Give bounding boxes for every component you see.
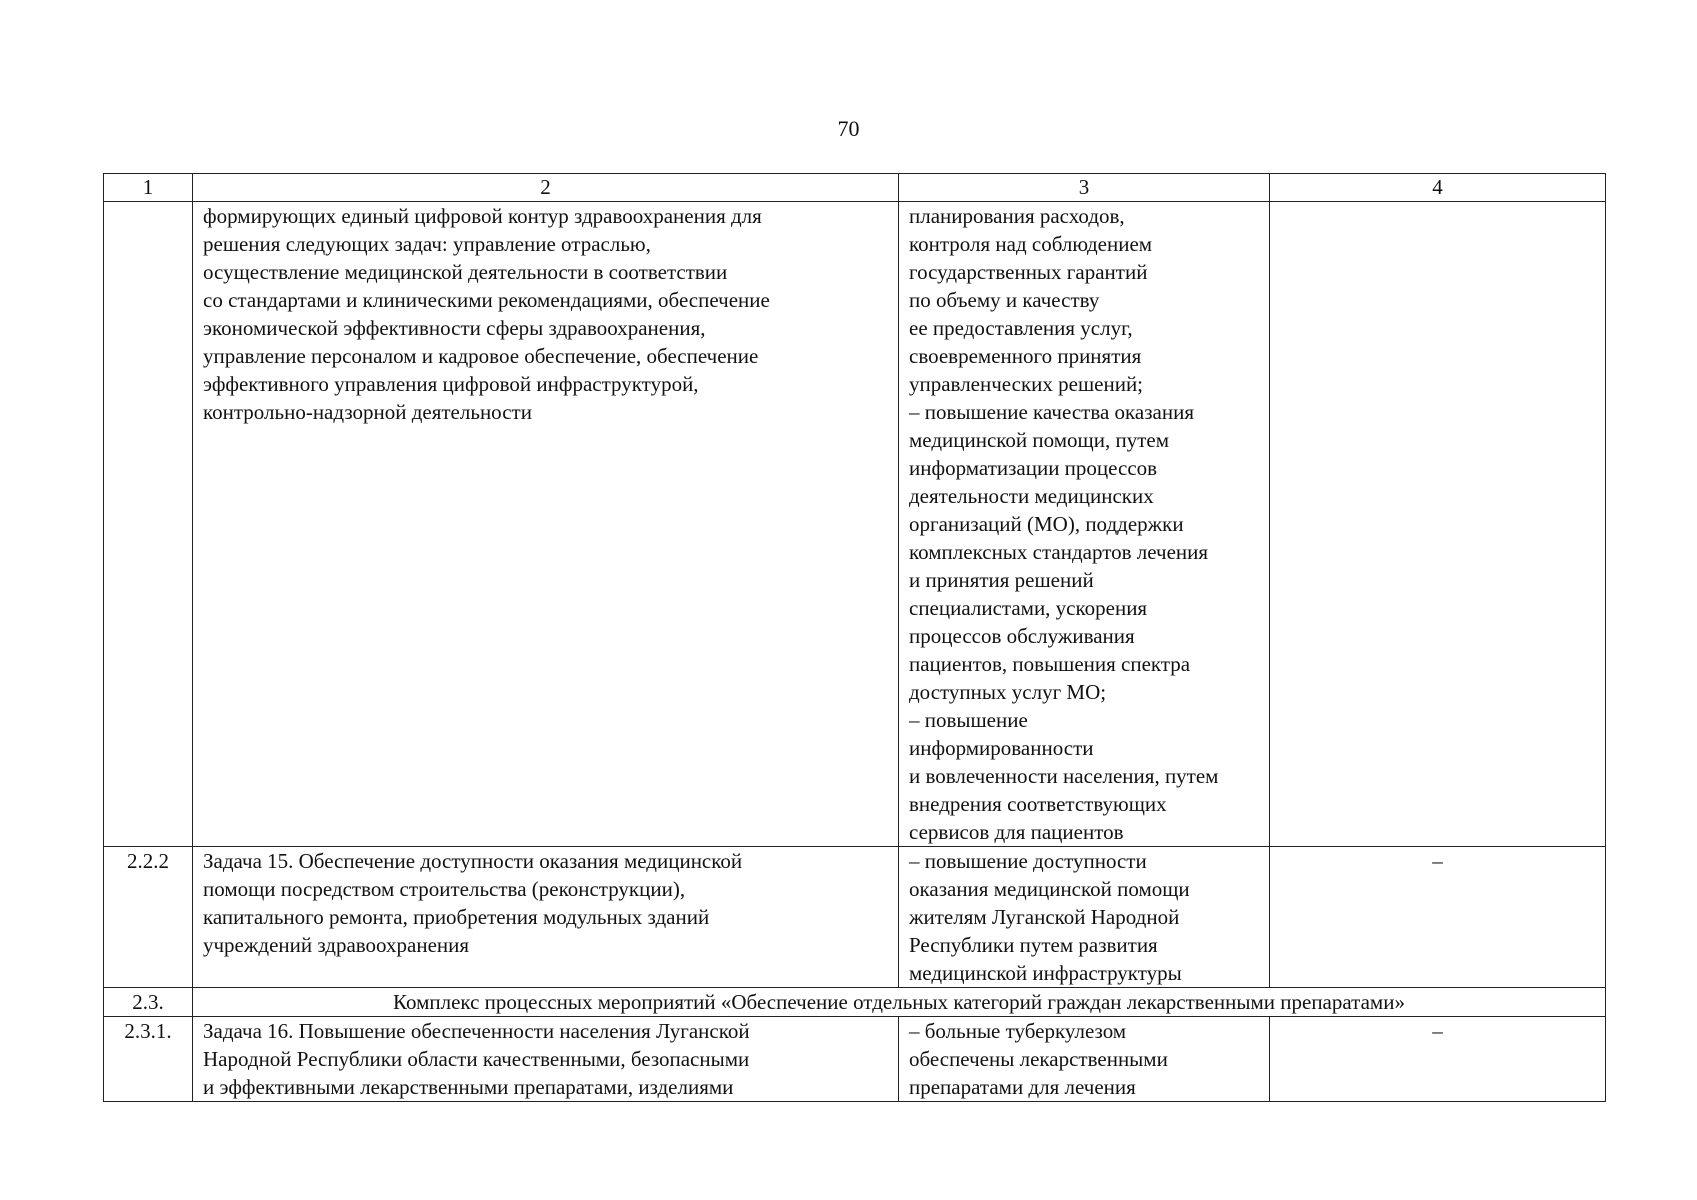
task-line: управление персоналом и кадровое обеспечение, обеспечение bbox=[203, 344, 759, 368]
task-line: Задача 16. Повышение обеспеченности населения Луганской bbox=[203, 1019, 750, 1043]
column-4-cell bbox=[1270, 202, 1606, 847]
result-line: доступных услуг МО; bbox=[909, 680, 1107, 704]
result-cell bbox=[899, 202, 1270, 847]
result-line: медицинской помощи, путем bbox=[909, 428, 1169, 452]
result-line: медицинской инфраструктуры bbox=[909, 961, 1182, 985]
task-line: Народной Республики области качественными, безопасными bbox=[203, 1047, 750, 1071]
result-line: и принятия решений bbox=[909, 568, 1094, 592]
task-line: учреждений здравоохранения bbox=[203, 933, 470, 957]
table-row bbox=[104, 847, 1606, 988]
result-line: внедрения соответствующих bbox=[909, 792, 1167, 816]
result-line: препаратами для лечения bbox=[909, 1075, 1136, 1099]
result-line: по объему и качеству bbox=[909, 288, 1100, 312]
task-line: помощи посредством строительства (реконструкции), bbox=[203, 877, 686, 901]
result-line: контроля над соблюдением bbox=[909, 232, 1153, 256]
column-4-cell: – bbox=[1270, 1017, 1606, 1102]
task-line: осуществление медицинской деятельности в соответствии bbox=[203, 260, 728, 284]
task-line: контрольно-надзорной деятельности bbox=[203, 400, 532, 424]
row-number: 2.2.2 bbox=[104, 847, 193, 988]
task-line: решения следующих задач: управление отраслью, bbox=[203, 232, 651, 256]
result-cell bbox=[899, 847, 1270, 988]
result-line: сервисов для пациентов bbox=[909, 820, 1124, 844]
result-line: информатизации процессов bbox=[909, 456, 1158, 480]
program-table bbox=[103, 173, 1606, 1102]
result-line: обеспечены лекарственными bbox=[909, 1047, 1168, 1071]
result-line: – больные туберкулезом bbox=[909, 1019, 1127, 1043]
result-line: своевременного принятия bbox=[909, 344, 1142, 368]
task-cell bbox=[193, 202, 899, 847]
result-line: жителям Луганской Народной bbox=[909, 905, 1180, 929]
task-line: экономической эффективности сферы здравоохранения, bbox=[203, 316, 706, 340]
column-4-cell: – bbox=[1270, 847, 1606, 988]
row-number: 2.3. bbox=[104, 988, 193, 1017]
result-line: информированности bbox=[909, 736, 1094, 760]
section-title: Комплекс процессных мероприятий «Обеспечение отдельных категорий граждан лекарственными препаратами» bbox=[193, 988, 1606, 1017]
section-row bbox=[104, 988, 1606, 1017]
result-line: – повышение bbox=[909, 708, 1028, 732]
task-line: капитального ремонта, приобретения модульных зданий bbox=[203, 905, 710, 929]
table-row bbox=[104, 202, 1606, 847]
row-number: 2.3.1. bbox=[104, 1017, 193, 1102]
result-line: специалистами, ускорения bbox=[909, 596, 1148, 620]
result-line: государственных гарантий bbox=[909, 260, 1148, 284]
column-number-3: 3 bbox=[899, 174, 1270, 202]
task-line: со стандартами и клиническими рекомендациями, обеспечение bbox=[203, 288, 770, 312]
result-line: и вовлеченности населения, путем bbox=[909, 764, 1219, 788]
result-line: пациентов, повышения спектра bbox=[909, 652, 1191, 676]
result-line: ее предоставления услуг, bbox=[909, 316, 1133, 340]
result-line: управленческих решений; bbox=[909, 372, 1144, 396]
result-line: Республики путем развития bbox=[909, 933, 1158, 957]
result-line: процессов обслуживания bbox=[909, 624, 1135, 648]
result-line: организаций (МО), поддержки bbox=[909, 512, 1184, 536]
result-line: комплексных стандартов лечения bbox=[909, 540, 1209, 564]
column-number-4: 4 bbox=[1270, 174, 1606, 202]
task-cell bbox=[193, 847, 899, 988]
page-number: 70 bbox=[837, 116, 860, 141]
task-line: Задача 15. Обеспечение доступности оказания медицинской bbox=[203, 849, 743, 873]
result-line: – повышение качества оказания bbox=[909, 400, 1194, 424]
result-line: планирования расходов, bbox=[909, 204, 1125, 228]
row-number bbox=[104, 202, 193, 847]
table-row bbox=[104, 1017, 1606, 1102]
task-line: и эффективными лекарственными препаратами, изделиями bbox=[203, 1075, 734, 1099]
result-line: – повышение доступности bbox=[909, 849, 1147, 873]
column-number-2: 2 bbox=[193, 174, 899, 202]
result-line: оказания медицинской помощи bbox=[909, 877, 1190, 901]
result-cell bbox=[899, 1017, 1270, 1102]
result-line: деятельности медицинских bbox=[909, 484, 1154, 508]
column-numbers-row bbox=[104, 174, 1606, 202]
task-line: формирующих единый цифровой контур здравоохранения для bbox=[203, 204, 762, 228]
column-number-1: 1 bbox=[104, 174, 193, 202]
task-cell bbox=[193, 1017, 899, 1102]
task-line: эффективного управления цифровой инфраструктурой, bbox=[203, 372, 699, 396]
